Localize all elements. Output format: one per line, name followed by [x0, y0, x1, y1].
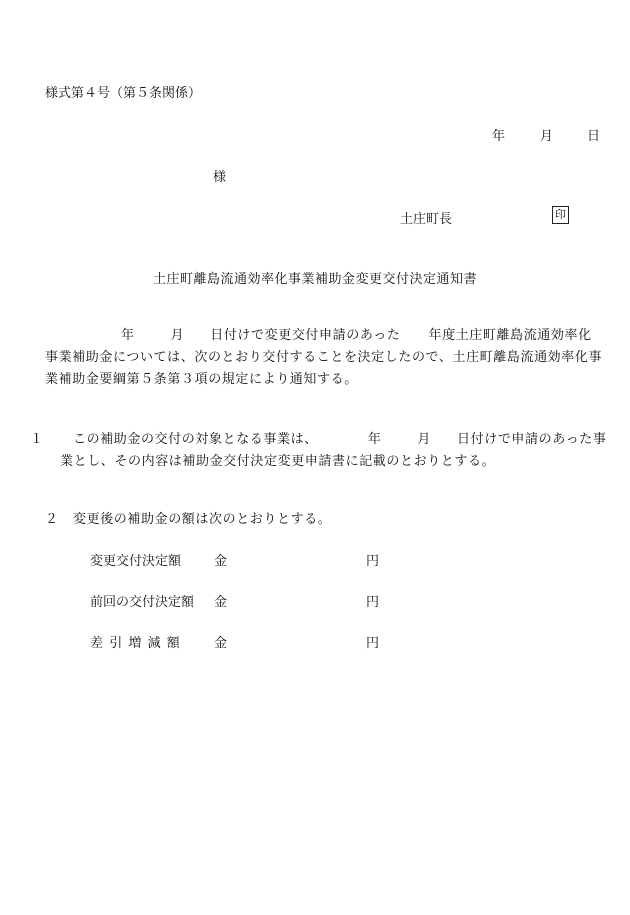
item-1-month: 月 — [417, 432, 432, 447]
amount-label: 前回の交付決定額 — [90, 595, 195, 610]
amount-kin: 金 — [214, 554, 228, 569]
item-1-text-b: 日付けで申請のあった事業とし、その内容は補助金交付決定変更申請書に記載のとおりとする。 — [60, 432, 607, 469]
amount-label: 差引増減額 — [90, 636, 187, 651]
item-2-text: 変更後の補助金の額は次のとおりとする。 — [73, 512, 332, 527]
intro-text-b: 年度土庄町離島流通効率化事業補助金については、次のとおり交付することを決定したので、土庄町離島流通効率化事業補助金要綱第５条第３項の規定により通知する。 — [45, 328, 603, 387]
item-1-text-a: この補助金の交付の対象となる事業は、 — [73, 432, 318, 447]
amount-yen: 円 — [366, 595, 380, 610]
intro-text-a: 日付けで変更交付申請のあった — [210, 328, 401, 343]
document-title: 土庄町離島流通効率化事業補助金変更交付決定通知書 — [152, 272, 477, 287]
form-number: 様式第４号（第５条関係） — [45, 86, 202, 101]
amount-yen: 円 — [366, 554, 380, 569]
amount-kin: 金 — [214, 595, 228, 610]
amount-row-difference — [90, 632, 490, 652]
amount-row-changed-grant — [90, 550, 490, 570]
date-year-label: 年 — [492, 129, 506, 144]
item-1-year: 年 — [367, 432, 382, 447]
item-1-number: １ — [30, 432, 44, 447]
intro-year: 年 — [121, 328, 135, 343]
item-2 — [45, 509, 605, 531]
intro-paragraph — [45, 325, 605, 391]
amount-kin: 金 — [214, 636, 228, 651]
amount-row-previous-grant — [90, 591, 490, 611]
item-2-number: ２ — [45, 512, 59, 527]
amount-yen: 円 — [366, 636, 380, 651]
seal-mark: 印 — [552, 206, 569, 224]
item-1 — [30, 429, 620, 473]
addressee-suffix: 様 — [213, 170, 227, 185]
amount-label: 変更交付決定額 — [90, 554, 182, 569]
date-month-label: 月 — [540, 129, 554, 144]
intro-month: 月 — [170, 328, 185, 343]
date-day-label: 日 — [587, 129, 601, 144]
issuer-name: 土庄町長 — [400, 212, 453, 227]
